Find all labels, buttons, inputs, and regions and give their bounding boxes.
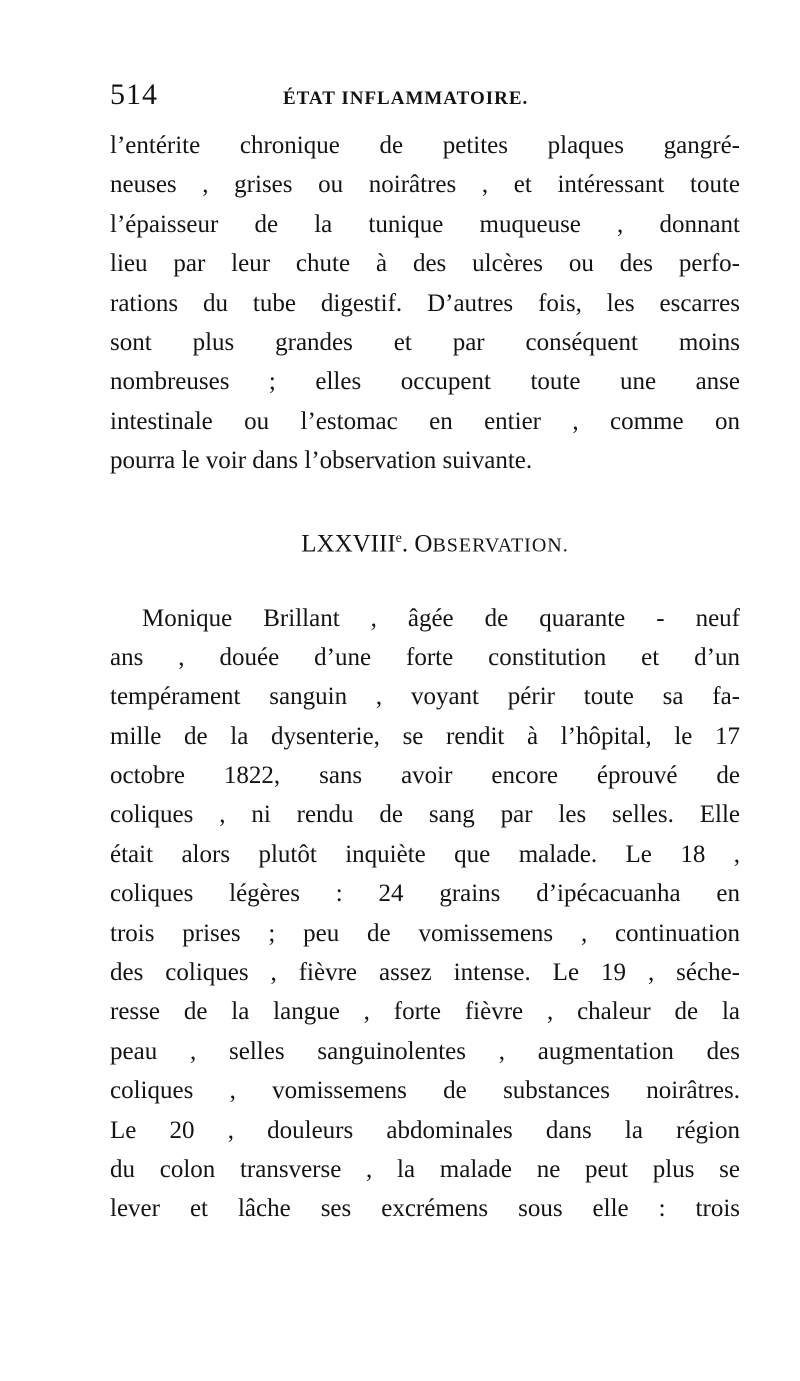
text-line: lieu par leur chute à des ulcères ou des perfo-: [110, 250, 740, 278]
text-line: trois prises ; peu de vomissemens , continuation: [110, 919, 740, 947]
text-line: lever et lâche ses excrémens sous elle : trois: [110, 1195, 740, 1223]
running-head-title: ÉTAT INFLAMMATOIRE.: [283, 88, 529, 109]
text-line: coliques , ni rendu de sang par les selles. Elle: [110, 801, 740, 829]
text-line: coliques , vomissemens de substances noirâtres.: [110, 1077, 740, 1105]
text-line: tempérament sanguin , voyant périr toute sa fa-: [110, 683, 740, 711]
page-number: 514: [110, 78, 158, 111]
text-line: l’épaisseur de la tunique muqueuse , donnant: [110, 210, 740, 238]
text-line: intestinale ou l’estomac en entier , comme on: [110, 407, 740, 435]
text-line: du colon transverse , la malade ne peut plus se: [110, 1155, 740, 1183]
text-line: ans , douée d’une forte constitution et d’un: [110, 643, 740, 671]
observation-heading: [110, 519, 740, 559]
text-line: pourra le voir dans l’observation suivante.: [110, 447, 533, 475]
text-line: des coliques , fièvre assez intense. Le 19 , séche-: [110, 959, 740, 987]
text-line: Monique Brillant , âgée de quarante - neuf: [142, 604, 740, 632]
observation-numeral: LXXVIII: [301, 529, 396, 557]
text-line: rations du tube digestif. D’autres fois, les escarres: [110, 289, 740, 317]
text-line: peau , selles sanguinolentes , augmentation des: [110, 1037, 740, 1065]
text-line: nombreuses ; elles occupent toute une anse: [110, 368, 740, 396]
text-line: mille de la dysenterie, se rendit à l’hôpital, le 17: [110, 722, 740, 750]
text-line: resse de la langue , forte fièvre , chaleur de la: [110, 998, 740, 1026]
text-line: l’entérite chronique de petites plaques gangré-: [110, 132, 740, 159]
running-head: [110, 78, 740, 126]
text-line: neuses , grises ou noirâtres , et intéressant toute: [110, 171, 740, 199]
text-line: sont plus grandes et par conséquent moins: [110, 328, 740, 356]
paragraph-observation: [110, 599, 740, 1229]
paragraph-intro: [110, 126, 740, 481]
observation-superscript: e: [395, 530, 402, 546]
observation-dot: .: [401, 529, 409, 557]
text-line: Le 20 , douleurs abdominales dans la région: [110, 1116, 740, 1144]
text-line: coliques légères : 24 grains d’ipécacuanha en: [110, 880, 740, 908]
observation-word-rest: BSERVATION.: [432, 533, 569, 556]
observation-word-initial: O: [414, 529, 433, 557]
book-page: [110, 78, 740, 1229]
text-line: octobre 1822, sans avoir encore éprouvé de: [110, 762, 740, 790]
text-line: était alors plutôt inquiète que malade. Le 18 ,: [110, 840, 740, 868]
